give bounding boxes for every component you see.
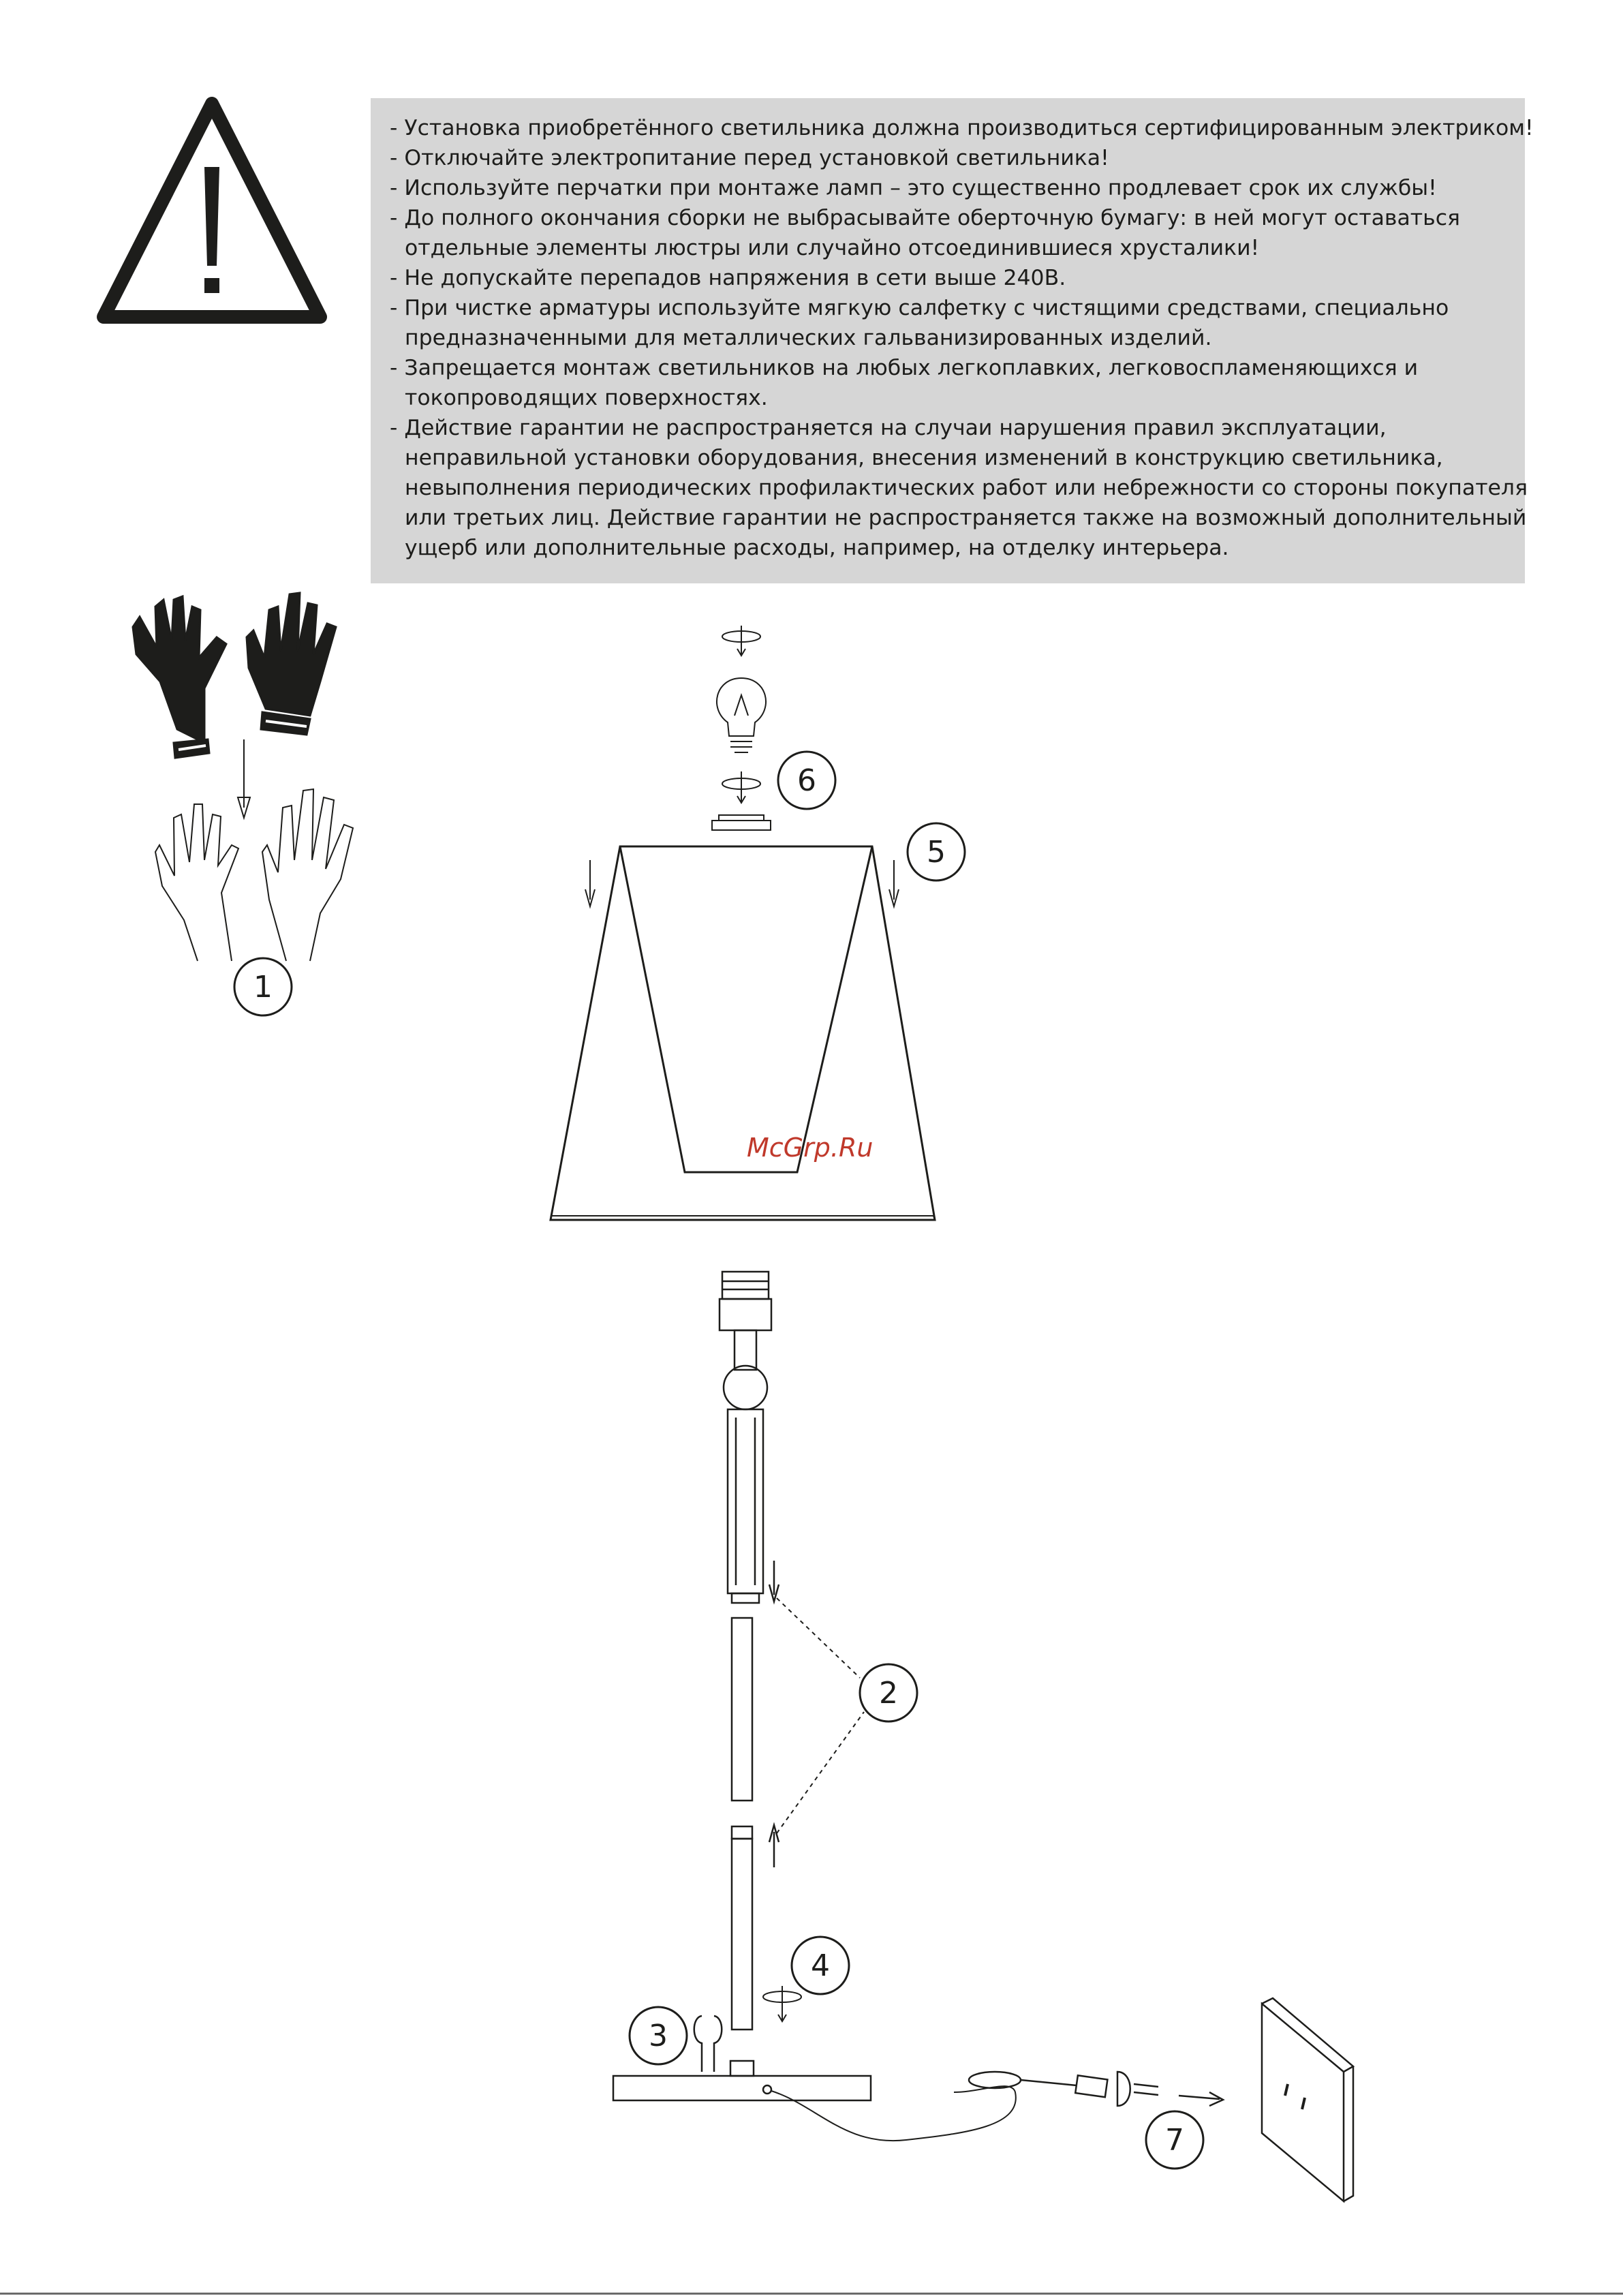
- notice-item-text: - При чистке арматуры используйте мягкую салфетку с чистящими средствами, специально: [390, 296, 1449, 320]
- callout-3: 3: [649, 2019, 668, 2053]
- notice-item-continuation: ущерб или дополнительные расходы, например, на отделку интерьера.: [405, 536, 1229, 560]
- notice-item-text: - Запрещается монтаж светильников на любых легкоплавких, легковоспламеняющихся и: [390, 356, 1419, 380]
- notice-item-text: - Установка приобретённого светильника должна производиться сертифицированным электриком!: [390, 116, 1534, 140]
- wall-socket-icon: [1262, 1998, 1353, 2201]
- notice-item-continuation: или третьих лиц. Действие гарантии не распространяется также на возможный дополнительный: [405, 506, 1527, 530]
- callout-2: 2: [879, 1676, 898, 1711]
- notice-item-text: - Не допускайте перепадов напряжения в сети выше 240В.: [390, 266, 1066, 290]
- lampshade: [551, 846, 935, 1220]
- notice-item-text: - До полного окончания сборки не выбрасывайте оберточную бумагу: в ней могут оставаться: [390, 206, 1460, 230]
- bare-hands-icon: [155, 789, 353, 961]
- notice-item-continuation: неправильной установки оборудования, внесения изменений в конструкцию светильника,: [405, 446, 1443, 470]
- gloves-icon: [133, 593, 336, 758]
- callout-5: 5: [927, 835, 946, 870]
- watermark-text: McGrp.Ru: [747, 1133, 874, 1163]
- notice-item-text: - Отключайте электропитание перед установкой светильника!: [390, 146, 1109, 170]
- bulb-icon: [712, 626, 771, 830]
- notice-item-continuation: предназначенными для металлических гальванизированных изделий.: [405, 326, 1212, 350]
- callout-6: 6: [797, 763, 816, 798]
- callout-7: 7: [1165, 2123, 1184, 2158]
- notice-item-continuation: токопроводящих поверхностях.: [405, 386, 768, 410]
- notice-item-continuation: отдельные элементы люстры или случайно отсоединившиеся хрусталики!: [405, 236, 1260, 260]
- notice-item-text: - Используйте перчатки при монтаже ламп – это существенно продлевает срок их службы!: [390, 176, 1437, 200]
- lamp-base: [613, 1986, 1223, 2141]
- callout-4: 4: [811, 1948, 830, 1983]
- notice-item-text: - Действие гарантии не распространяется на случаи нарушения правил эксплуатации,: [390, 416, 1387, 440]
- lamp-column: [720, 1272, 779, 2030]
- notice-item-continuation: невыполнения периодических профилактических работ или небрежности со стороны покупателя: [405, 476, 1528, 500]
- callout-1: 1: [253, 970, 273, 1005]
- footer-divider: [0, 2293, 1623, 2295]
